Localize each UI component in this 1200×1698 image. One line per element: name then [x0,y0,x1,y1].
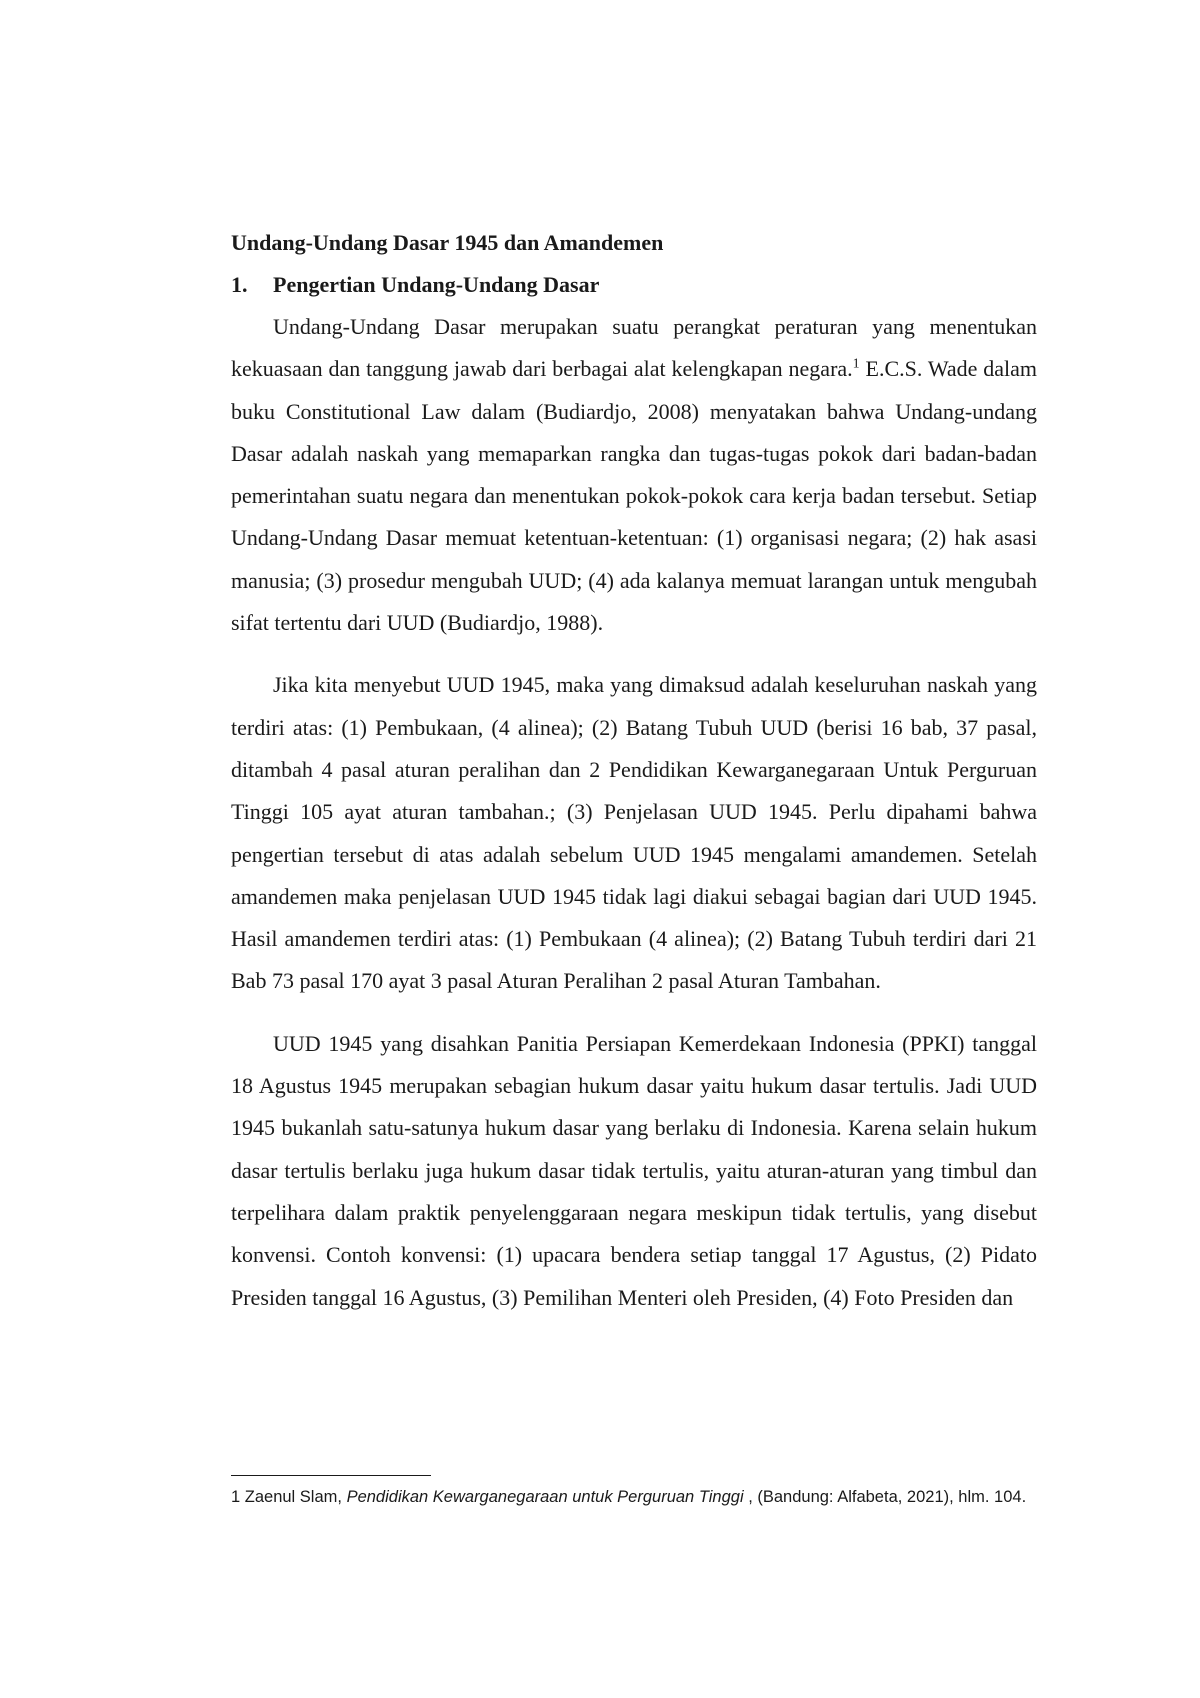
document-body [231,228,1037,1339]
section-heading [231,270,1037,300]
footnote-reference: 1 [852,356,860,372]
document-title: Undang-Undang Dasar 1945 dan Amandemen [231,230,664,255]
paragraph-1-text-a: Undang-Undang Dasar merupakan suatu perangkat peraturan yang menentukan kekuasaan dan tanggung jawab dari berbagai alat kelengkapan negara. [231,314,1037,382]
footnote-book-title: Pendidikan Kewarganegaraan untuk Perguruan Tinggi [346,1488,744,1506]
paragraph-1 [231,306,1037,644]
footnote [231,1484,1037,1510]
paragraph-3: UUD 1945 yang disahkan Panitia Persiapan Kemerdekaan Indonesia (PPKI) tanggal 18 Agustus 1945 merupakan sebagian hukum dasar yaitu hukum dasar tertulis. Jadi UUD 1945 bukanlah satu-satunya hukum dasar yang berlaku di Indonesia. Karena selain hukum dasar tertulis berlaku juga hukum dasar tidak tertulis, yaitu aturan-aturan yang timbul dan terpelihara dalam praktik penyelenggaraan negara meskipun tidak tertulis, yang disebut konvensi. Contoh konvensi: (1) upacara bendera setiap tanggal 17 Agustus, (2) Pidato Presiden tanggal 16 Agustus, (3) Pemilihan Menteri oleh Presiden, (4) Foto Presiden dan [231,1030,1037,1310]
paragraph-2: Jika kita menyebut UUD 1945, maka yang dimaksud adalah keseluruhan naskah yang terdiri atas: (1) Pembukaan, (4 alinea); (2) Batang Tubuh UUD (berisi 16 bab, 37 pasal, ditambah 4 pasal aturan peralihan dan 2 Pendidikan Kewarganegaraan Untuk Perguruan Tinggi 105 ayat aturan tambahan.; (3) Penjelasan UUD 1945. Perlu dipahami bahwa pengertian tersebut di atas adalah sebelum UUD 1945 mengalami amandemen. Setelah amandemen maka penjelasan UUD 1945 tidak lagi diakui sebagai bagian dari UUD 1945. Hasil amandemen terdiri atas: (1) Pembukaan (4 alinea); (2) Batang Tubuh terdiri dari 21 Bab 73 pasal 170 ayat 3 pasal Aturan Peralihan 2 pasal Aturan Tambahan. [231,672,1037,994]
footnote-suffix: , (Bandung: Alfabeta, 2021), hlm. 104. [743,1488,1027,1506]
footnote-separator [231,1475,431,1476]
section-number: 1. [231,272,248,297]
paragraph-1-text-b: E.C.S. Wade dalam buku Constitutional Law dalam (Budiardjo, 2008) menyatakan bahwa Undang-undang Dasar adalah naskah yang memaparkan rangka dan tugas-tugas pokok dari badan-badan pemerintahan suatu negara dan menentukan pokok-pokok cara kerja badan tersebut. Setiap Undang-Undang Dasar memuat ketentuan-ketentuan: (1) organisasi negara; (2) hak asasi manusia; (3) prosedur mengubah UUD; (4) ada kalanya memuat larangan untuk mengubah sifat tertentu dari UUD (Budiardjo, 1988). [231,356,1037,636]
section-heading-text: Pengertian Undang-Undang Dasar [273,272,600,297]
footnote-prefix: 1 Zaenul Slam, [231,1488,347,1506]
